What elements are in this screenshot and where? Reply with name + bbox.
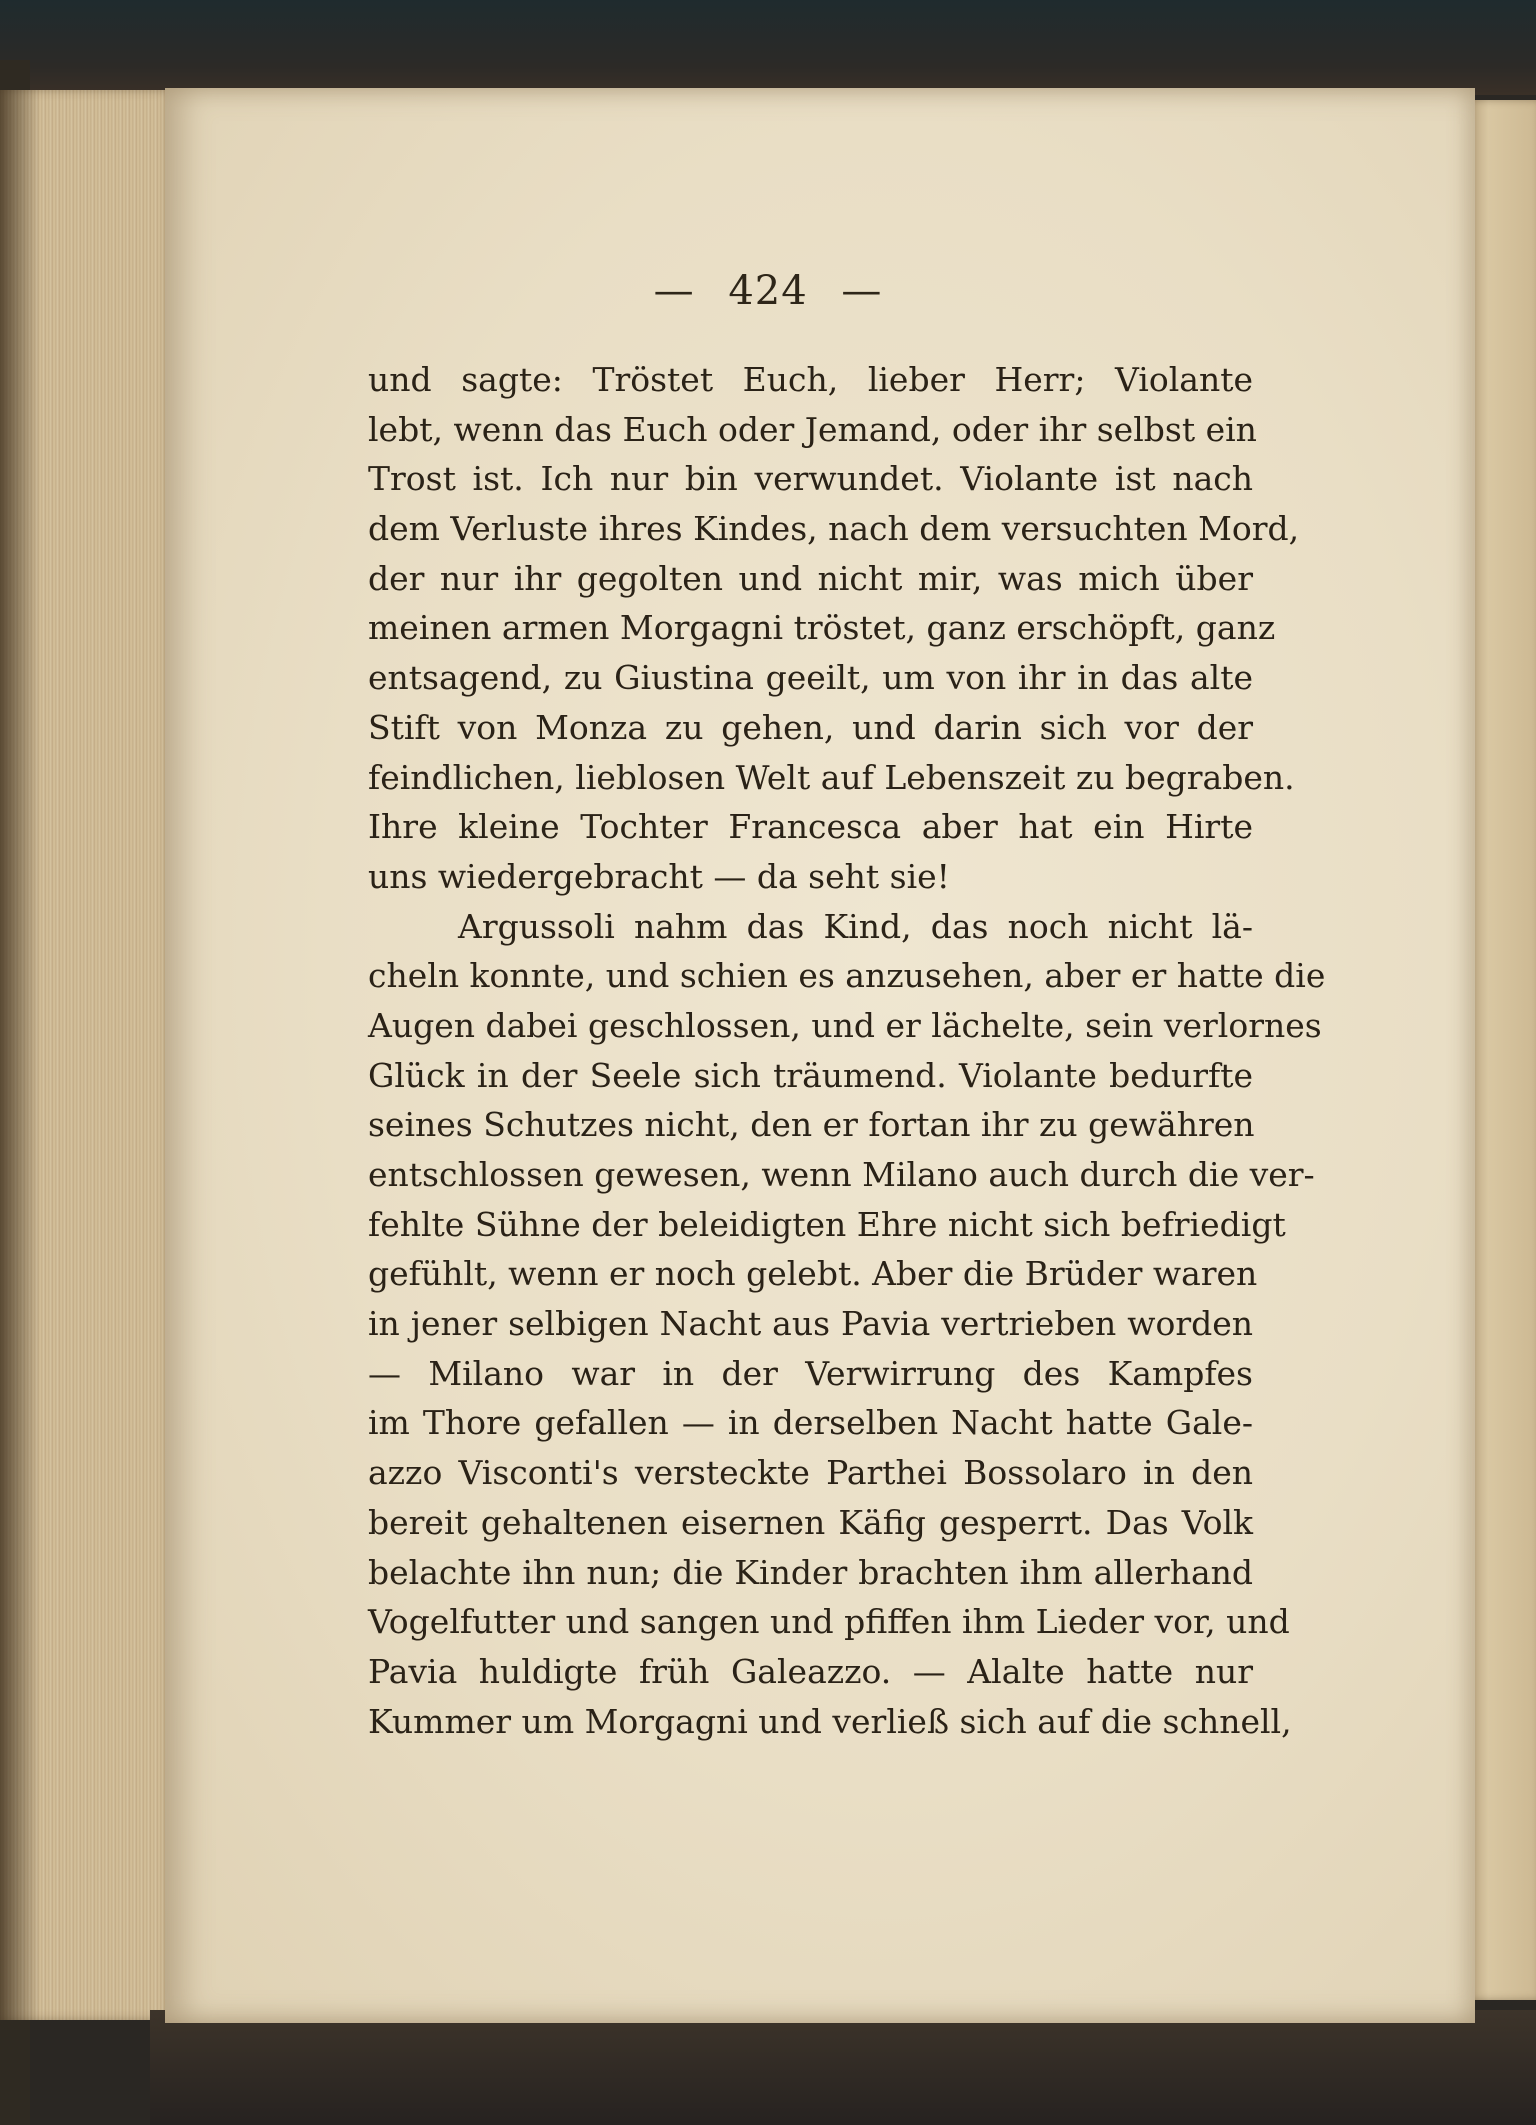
text-line: meinen armen Morgagni tröstet, ganz erschöpft, ganz	[368, 608, 1276, 648]
text-line: azzo Visconti's versteckte Parthei Bossolaro in den	[368, 1453, 1253, 1493]
text-line: seines Schutzes nicht, den er fortan ihr zu gewähren	[368, 1105, 1255, 1145]
text-line: fehlte Sühne der beleidigten Ehre nicht sich befriedigt	[368, 1204, 1286, 1244]
body-text	[368, 355, 1326, 1746]
text-line: und sagte: Tröstet Euch, lieber Herr; Violante	[368, 360, 1253, 399]
paragraph-2	[368, 902, 1326, 1747]
paragraph-1	[368, 355, 1300, 902]
text-line: Vogelfutter und sangen und pfiffen ihm Lieder vor, und	[368, 1602, 1290, 1642]
text-line: Glück in der Seele sich träumend. Violante bedurfte	[368, 1055, 1253, 1095]
text-line: Pavia huldigte früh Galeazzo. — Alalte hatte nur	[368, 1651, 1253, 1691]
page-stack-edge	[0, 90, 175, 2020]
text-line: im Thore gefallen — in derselben Nacht hatte Gale-	[368, 1403, 1253, 1443]
text-line: Ihre kleine Tochter Francesca aber hat ein Hirte	[368, 807, 1253, 847]
text-line: uns wiedergebracht — da seht sie!	[368, 856, 950, 896]
text-line: — Milano war in der Verwirrung des Kampfes	[368, 1353, 1253, 1393]
text-line: Augen dabei geschlossen, und er lächelte, sein verlornes	[368, 1005, 1322, 1045]
book-bottom-shadow	[150, 2010, 1536, 2125]
text-line: der nur ihr gegolten und nicht mir, was mich über	[368, 558, 1253, 598]
text-line: lebt, wenn das Euch oder Jemand, oder ihr selbst ein	[368, 409, 1257, 449]
text-line: bereit gehaltenen eisernen Käfig gesperrt. Das Volk	[368, 1502, 1253, 1542]
text-line: dem Verluste ihres Kindes, nach dem versuchten Mord,	[368, 509, 1300, 549]
text-line: Stift von Monza zu gehen, und darin sich vor der	[368, 707, 1253, 747]
text-line: entschlossen gewesen, wenn Milano auch durch die ver-	[368, 1155, 1315, 1194]
text-line: Trost ist. Ich nur bin verwundet. Violante ist nach	[368, 459, 1253, 499]
page-number-dash-right: —	[841, 268, 883, 314]
text-line: in jener selbigen Nacht aus Pavia vertrieben worden	[368, 1304, 1253, 1344]
text-line: Argussoli nahm das Kind, das noch nicht lä-	[458, 906, 1253, 946]
text-line: belachte ihn nun; die Kinder brachten ihm allerhand	[368, 1552, 1253, 1592]
page-number-value: 424	[728, 268, 808, 314]
book-cover-top	[0, 0, 1536, 95]
page-number-dash-left: —	[653, 268, 695, 314]
facing-page-edge	[1468, 100, 1536, 2000]
page-number	[0, 268, 1536, 314]
text-line: Kummer um Morgagni und verließ sich auf die schnell,	[368, 1701, 1292, 1741]
text-line: feindlichen, lieblosen Welt auf Lebenszeit zu begraben.	[368, 757, 1295, 797]
text-line: entsagend, zu Giustina geeilt, um von ihr in das alte	[368, 658, 1253, 698]
text-line: cheln konnte, und schien es anzusehen, aber er hatte die	[368, 956, 1326, 996]
text-line: gefühlt, wenn er noch gelebt. Aber die Brüder waren	[368, 1254, 1258, 1294]
